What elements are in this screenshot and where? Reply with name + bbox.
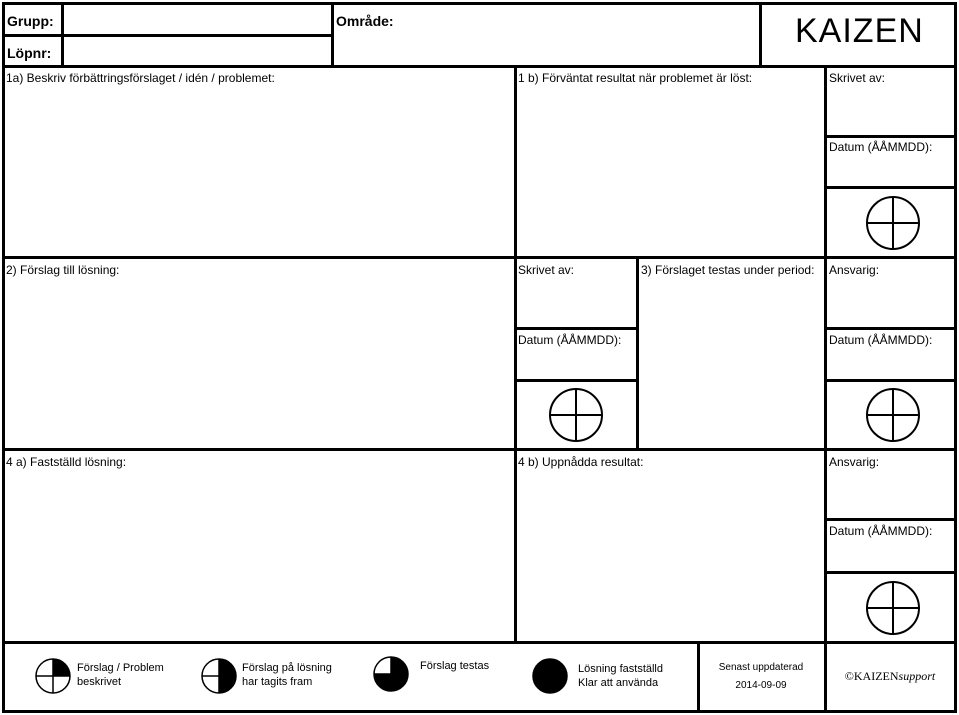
- copyright-text: [830, 669, 950, 683]
- updated-label: Senast uppdaterad: [718, 662, 804, 673]
- omrade-field[interactable]: [334, 30, 759, 65]
- copyright-suffix: support: [898, 669, 936, 683]
- forvantat-field[interactable]: [518, 86, 823, 254]
- grid-hline-footer: [2, 641, 957, 644]
- grid-vline-mid: [636, 258, 639, 450]
- faststalld-label: 4 a) Fastställd lösning:: [6, 455, 127, 469]
- grid-vline-main: [514, 66, 517, 644]
- grupp-field[interactable]: [64, 5, 331, 34]
- header-vline-3: [759, 2, 762, 66]
- crosshair-circle-icon[interactable]: [864, 386, 922, 444]
- testas-field[interactable]: [641, 278, 823, 446]
- r1-datum-label: Datum (ÅÅMMDD):: [829, 140, 933, 154]
- r2-mid-sub-line-1: [515, 327, 638, 330]
- uppnadda-field[interactable]: [518, 470, 823, 640]
- filled-circle-icon: [531, 657, 569, 695]
- crosshair-circle-icon[interactable]: [864, 194, 922, 252]
- copyright-brand: ©KAIZEN: [844, 669, 899, 683]
- legend-item-4-line1: Lösning fastställd: [578, 663, 663, 675]
- updated-date: 2014-09-09: [735, 680, 787, 691]
- half-filled-circle-icon: [200, 657, 238, 695]
- three-quarter-filled-circle-icon: [372, 655, 410, 693]
- r2-mid-sub-line-2: [515, 379, 638, 382]
- uppnadda-label: 4 b) Uppnådda resultat:: [518, 455, 644, 469]
- omrade-label: Område:: [336, 13, 394, 29]
- lopnr-field[interactable]: [64, 37, 331, 65]
- forvantat-label: 1 b) Förväntat resultat när problemet är löst:: [518, 71, 753, 85]
- r1-skrivet-av-label: Skrivet av:: [829, 71, 886, 85]
- forslag-field[interactable]: [5, 278, 513, 446]
- crosshair-circle-icon[interactable]: [547, 386, 605, 444]
- legend-item-3-line1: Förslag testas: [420, 660, 490, 672]
- beskriv-field[interactable]: [5, 86, 513, 254]
- r3-sub-line-1: [825, 518, 956, 521]
- grupp-label: Grupp:: [7, 13, 54, 29]
- crosshair-circle-icon[interactable]: [864, 579, 922, 637]
- r2-skrivet-av-label: Skrivet av:: [518, 263, 575, 277]
- grid-hline-row2: [2, 256, 957, 259]
- footer-vline-1: [697, 642, 700, 712]
- legend-item-1-line1: Förslag / Problem: [77, 662, 164, 674]
- r2-datum2-label: Datum (ÅÅMMDD):: [829, 333, 933, 347]
- testas-label: 3) Förslaget testas under period:: [641, 263, 815, 277]
- kaizen-logo: KAIZEN: [795, 12, 924, 50]
- legend-item-2-line1: Förslag på lösning: [242, 662, 332, 674]
- header-divider: [2, 65, 957, 68]
- r3-ansvarig-label: Ansvarig:: [829, 455, 880, 469]
- beskriv-label: 1a) Beskriv förbättringsförslaget / idén / problemet:: [6, 71, 275, 85]
- forslag-label: 2) Förslag till lösning:: [6, 263, 120, 277]
- r2-ansvarig-label: Ansvarig:: [829, 263, 880, 277]
- footer-vline-2: [824, 642, 827, 712]
- r1-sub-line-2: [825, 186, 956, 189]
- legend-item-2-line2: har tagits fram: [242, 676, 313, 688]
- grid-hline-row3: [2, 448, 957, 451]
- quarter-filled-circle-icon: [34, 657, 72, 695]
- legend-item-4-line2: Klar att använda: [578, 677, 659, 689]
- r2-right-sub-line-1: [825, 327, 956, 330]
- faststalld-field[interactable]: [5, 470, 513, 640]
- r3-sub-line-2: [825, 571, 956, 574]
- grid-vline-right: [824, 66, 827, 644]
- r3-datum-label: Datum (ÅÅMMDD):: [829, 524, 933, 538]
- r2-datum-label: Datum (ÅÅMMDD):: [518, 333, 622, 347]
- lopnr-label: Löpnr:: [7, 45, 52, 61]
- legend-item-1-line2: beskrivet: [77, 676, 122, 688]
- r2-right-sub-line-2: [825, 379, 956, 382]
- r1-sub-line-1: [825, 135, 956, 138]
